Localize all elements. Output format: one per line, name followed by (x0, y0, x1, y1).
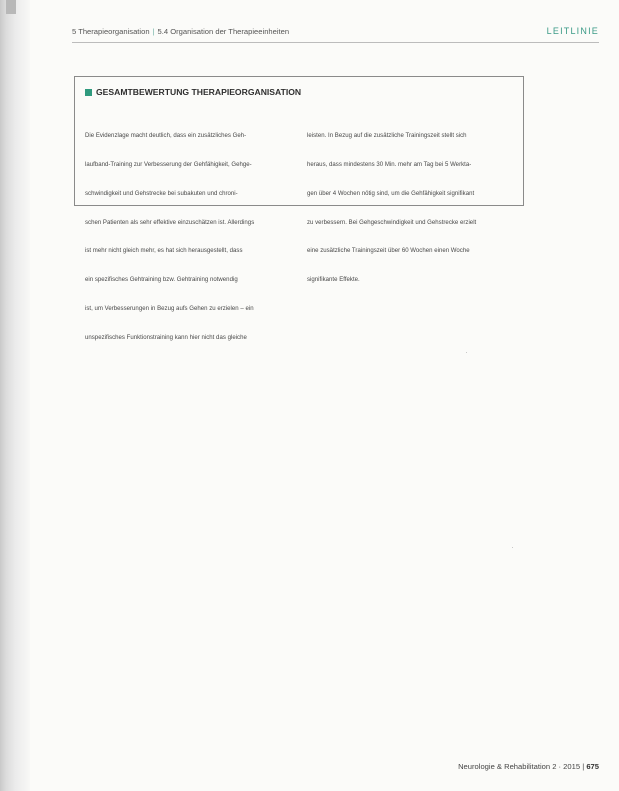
text-line: Die Evidenzlage macht deutlich, dass ein zusätzliches Geh- (85, 133, 247, 140)
running-head (72, 27, 599, 39)
section-label: LEITLINIE (546, 26, 599, 36)
running-head-separator: | (152, 27, 155, 36)
text-line: laufband-Training zur Verbesserung der Gehfähigkeit, Gehge- (85, 161, 252, 168)
page-footer (458, 762, 599, 771)
text-line: zu verbessern. Bei Gehgeschwindigkeit und Gehstrecke erzielt (307, 219, 477, 226)
square-bullet-icon (85, 89, 92, 96)
box-title-text: GESAMTBEWERTUNG THERAPIEORGANISATION (96, 87, 302, 97)
text-line: ein spezifisches Gehtraining bzw. Gehtraining notwendig (85, 277, 238, 284)
text-line: schen Patienten als sehr effektive einzuschätzen ist. Allerdings (85, 219, 255, 226)
summary-box (74, 76, 524, 341)
box-column-left (85, 113, 295, 362)
text-line: heraus, dass mindestens 30 Min. mehr am Tag bei 5 Werkta- (307, 161, 472, 168)
text-line: unspezifisches Funktionstraining kann hier nicht das gleiche (85, 334, 247, 341)
scan-speck (466, 352, 467, 353)
section-title: 5.4 Organisation der Therapieeinheiten (157, 27, 290, 36)
text-line: gen über 4 Wochen nötig sind, um die Gehfähigkeit signifikant (307, 190, 475, 197)
text-line: leisten. In Bezug auf die zusätzliche Trainingszeit stellt sich (307, 133, 467, 140)
header-rule (72, 42, 599, 43)
box-column-right (307, 113, 517, 305)
box-title (85, 86, 301, 98)
scan-edge (0, 0, 30, 791)
text-line: ist, um Verbesserungen in Bezug aufs Gehen zu erzielen – ein (85, 305, 254, 312)
running-head-left (72, 27, 289, 36)
scan-mark (6, 0, 16, 14)
text-line: signifikante Effekte. (307, 277, 360, 284)
page-number: 675 (586, 762, 599, 771)
text-line: schwindigkeit und Gehstrecke bei subakuten und chroni- (85, 190, 238, 197)
chapter-title: 5 Therapieorganisation (72, 27, 150, 36)
footer-separator: | (582, 762, 585, 771)
text-line: eine zusätzliche Trainingszeit über 60 Wochen einen Woche (307, 248, 470, 255)
text-line: ist mehr nicht gleich mehr, es hat sich herausgestellt, dass (85, 248, 243, 255)
scan-speck (512, 547, 513, 548)
journal-name: Neurologie & Rehabilitation 2 · 2015 (458, 762, 581, 771)
